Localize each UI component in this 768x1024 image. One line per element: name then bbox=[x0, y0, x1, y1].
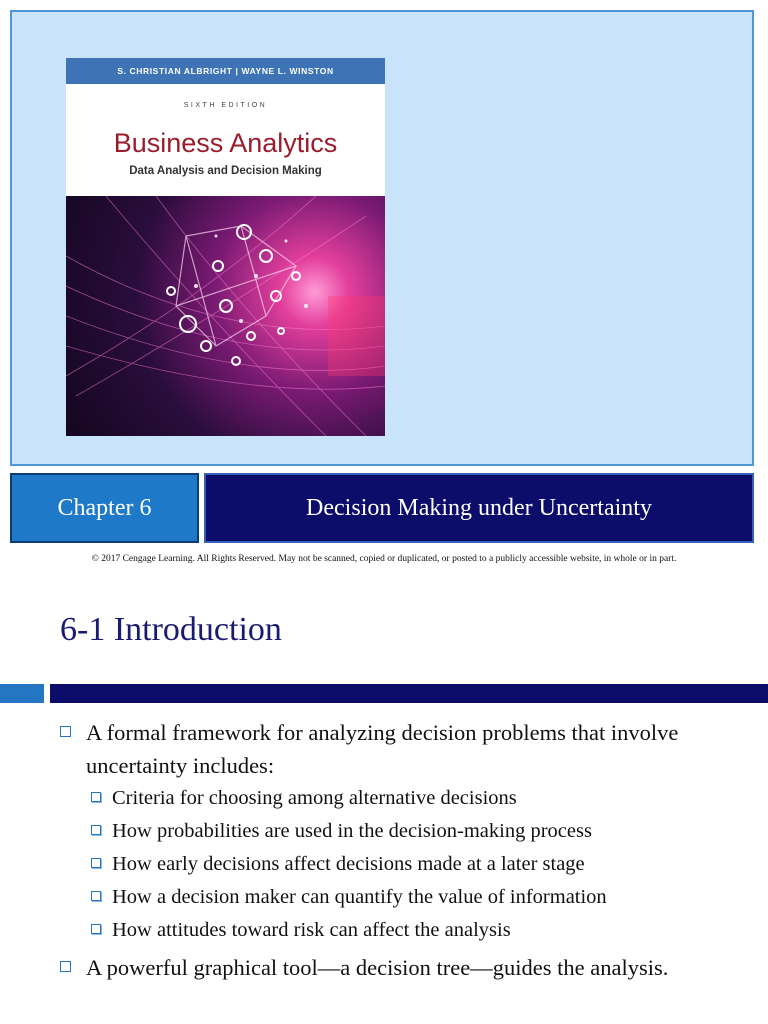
cover-title-panel bbox=[66, 84, 385, 196]
sub-bullet-item: Criteria for choosing among alternative decisions bbox=[112, 787, 517, 809]
cover-title: Business Analytics bbox=[113, 128, 338, 158]
accent-bar-large bbox=[50, 684, 768, 703]
bullet-square-icon bbox=[60, 726, 71, 737]
bullet-item-2: A powerful graphical tool—a decision tree—guides the analysis. bbox=[86, 955, 669, 980]
bullet-item-1: A formal framework for analyzing decision problems that involve uncertainty includes: bbox=[86, 720, 679, 778]
sub-bullet-item: How early decisions affect decisions made at a later stage bbox=[112, 853, 585, 875]
cover-slide bbox=[10, 10, 754, 466]
cover-subtitle: Data Analysis and Decision Making bbox=[129, 165, 322, 177]
bullet-square-icon bbox=[60, 961, 71, 972]
chapter-number-box bbox=[10, 473, 199, 543]
network-sphere-graphic bbox=[66, 196, 385, 436]
network-sphere-illustration bbox=[66, 196, 385, 436]
sub-bullet-square-icon bbox=[91, 858, 101, 868]
sub-bullet-item: How attitudes toward risk can affect the analysis bbox=[112, 919, 511, 941]
cover-edition: SIXTH EDITION bbox=[183, 102, 268, 109]
sub-bullet-square-icon bbox=[91, 825, 101, 835]
chapter-title: Decision Making under Uncertainty bbox=[306, 494, 652, 521]
sub-bullet-square-icon bbox=[91, 924, 101, 934]
cover-authors: S. CHRISTIAN ALBRIGHT | WAYNE L. WINSTON bbox=[66, 58, 385, 84]
chapter-label: Chapter 6 bbox=[57, 494, 152, 521]
book-cover-image bbox=[66, 58, 385, 436]
accent-bar-small bbox=[0, 684, 44, 703]
section-title: 6-1 Introduction bbox=[60, 611, 282, 648]
sub-bullet-item: How a decision maker can quantify the value of information bbox=[112, 886, 607, 908]
sub-bullet-item: How probabilities are used in the decision-making process bbox=[112, 820, 592, 842]
copyright-notice: © 2017 Cengage Learning. All Rights Reserved. May not be scanned, copied or duplicated, or posted to a publicly accessible website, in whole or in part. bbox=[91, 554, 677, 564]
sub-bullet-square-icon bbox=[91, 792, 101, 802]
chapter-title-box bbox=[204, 473, 754, 543]
sub-bullet-square-icon bbox=[91, 891, 101, 901]
